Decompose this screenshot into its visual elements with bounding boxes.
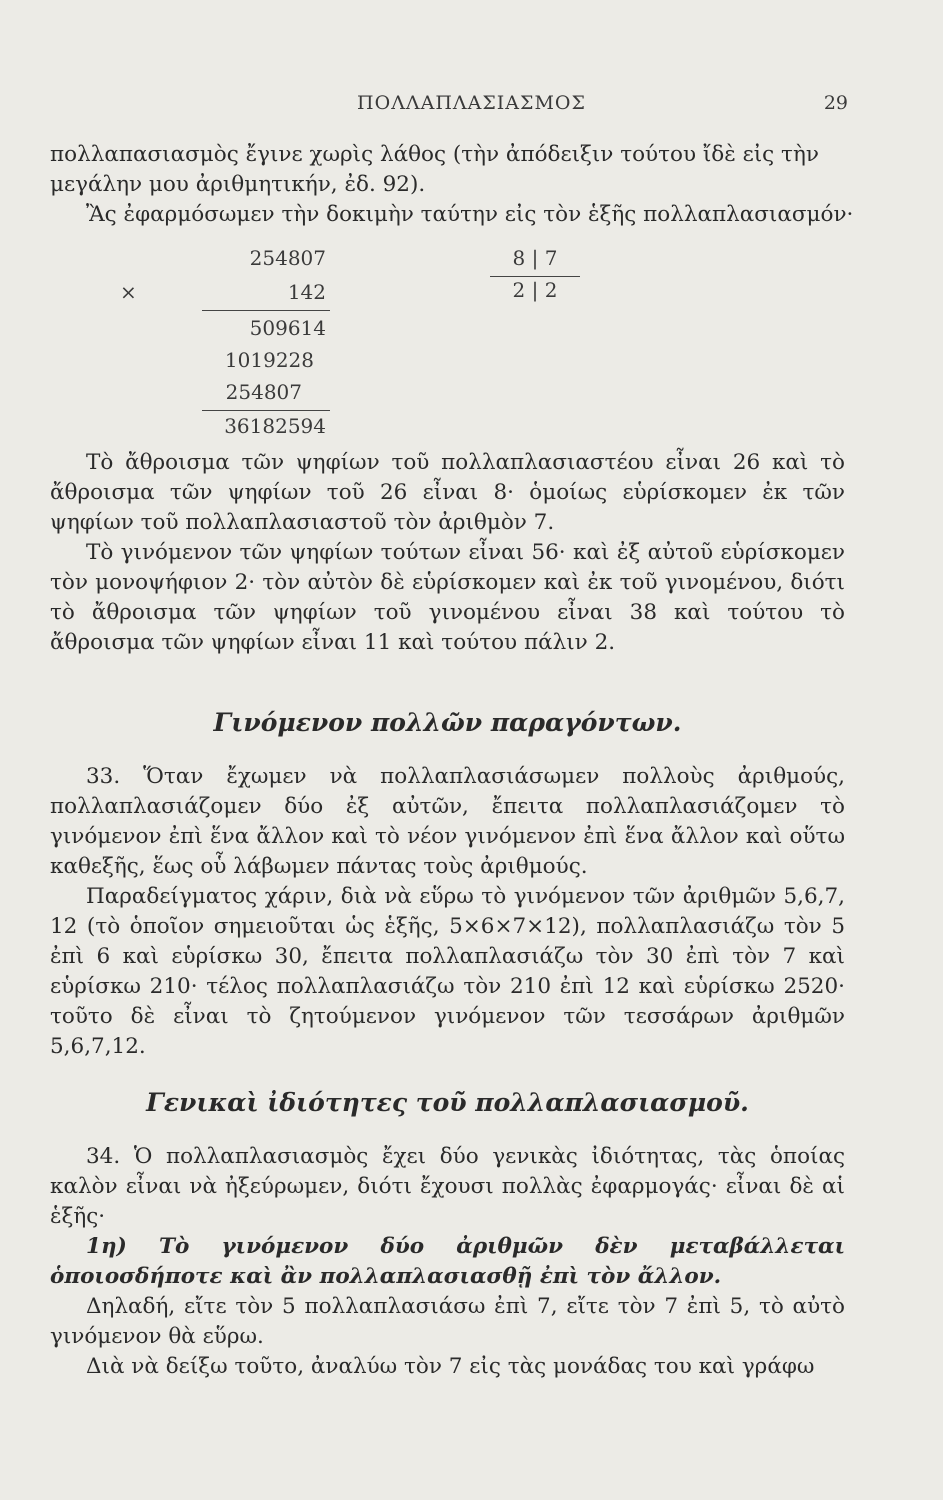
intro-block [50,140,854,230]
check-rule [490,276,580,277]
paragraph-digit-sums: Τὸ ἄθροισμα τῶν ψηφίων τοῦ πολλαπλασιαστέου εἶναι 26 καὶ τὸ ἄθροισμα τῶν ψηφίων τοῦ 26 εἶναι 8· ὁμοίως εὑρίσκομεν ἐκ τῶν ψηφίων τοῦ πολλαπλασιαστοῦ τὸν ἀριθμὸν 7. [50,450,845,535]
multiplication-calculation [120,240,330,440]
paragraph-product-check: Τὸ γινόμενον τῶν ψηφίων τούτων εἶναι 56· καὶ ἐξ αὐτοῦ εὑρίσκομεν τὸν μονοψήφιον 2· τὸν αὐτὸν δὲ εὑρίσκομεν καὶ ἐκ τοῦ γινομένου, διότι τὸ ἄθροισμα τῶν ψηφίων τοῦ γινομένου εἶναι 38 καὶ τούτου τὸ ἄθροισμα τῶν ψηφίων εἶναι 11 καὶ τούτου πάλιν 2. [50,540,845,655]
rule-1-statement: 1η) Τὸ γινόμενον δύο ἀριθμῶν δὲν μεταβάλλεται ὁποιοσδήποτε καὶ ἂν πολλαπλασιασθῇ ἐπὶ τὸν ἄλλον. [50,1234,845,1289]
paragraph-34: 34. Ὁ πολλαπλασιασμὸς ἔχει δύο γενικὰς ἰδιότητας, τὰς ὁποίας καλὸν εἶναι νὰ ἠξεύρωμεν, διότι ἔχουσι πολλὰς ἐφαρμογάς· εἶναι δὲ αἱ ἑξῆς· [50,1144,845,1229]
digit-check [490,246,580,306]
partial-product-3: 254807 [225,380,302,404]
multiply-sign: × [120,280,137,304]
intro-line-1: πολλαπασιασμὸς ἔγινε χωρὶς λάθος (τὴν ἀπόδειξιν τούτου ἴδὲ εἰς τὴν [50,142,819,167]
rule-1 [202,310,330,311]
section1-block [50,762,845,1062]
body-block [50,448,845,658]
paragraph-33: 33. Ὅταν ἔχωμεν νὰ πολλαπλασιάσωμεν πολλοὺς ἀριθμούς, πολλαπλασιάζομεν δύο ἐξ αὐτῶν, ἔπειτα πολλαπλασιάζομεν τὸ γινόμενον ἐπὶ ἕνα ἄλλον καὶ τὸ νέον γινόμενον ἐπὶ ἕνα ἄλλον καὶ οὕτω καθεξῆς, ἕως οὗ λάβωμεν πάντας τοὺς ἀριθμούς. [50,764,845,879]
paragraph-namely: Δηλαδή, εἴτε τὸν 5 πολλαπλασιάσω ἐπὶ 7, εἴτε τὸν 7 ἐπὶ 5, τὸ αὐτὸ γινόμενον θὰ εὕρω. [50,1294,845,1349]
check-top: 8 | 7 [512,246,558,270]
partial-product-1: 509614 [249,316,326,340]
page-number: 29 [823,92,848,114]
page-header [0,92,943,122]
check-bottom: 2 | 2 [512,278,558,302]
rule-2 [202,410,330,411]
section-heading-many-factors: Γινόμενον πολλῶν παραγόντων. [213,708,682,737]
section-heading-general-properties: Γενικαὶ ἰδιότητες τοῦ πολλαπλασιασμοῦ. [146,1088,749,1117]
paragraph-example: Παραδείγματος χάριν, διὰ νὰ εὕρω τὸ γινόμενον τῶν ἀριθμῶν 5,6,7, 12 (τὸ ὁποῖον σημειοῦται ὡς ἑξῆς, 5×6×7×12), πολλαπλασιάζω τὸν 5 ἐπὶ 6 καὶ εὑρίσκω 30, ἔπειτα πολλαπλασιάζω τὸν 30 ἐπὶ τὸν 7 καὶ εὑρίσκω 210· τέλος πολλαπλασιάζω τὸν 210 ἐπὶ 12 καὶ εὑρίσκω 2520· τοῦτο δὲ εἶναι τὸ ζητούμενον γινόμενον τῶν τεσσάρων ἀριθμῶν 5,6,7,12. [50,884,845,1059]
partial-product-2: 1019228 [224,348,314,372]
section2-block [50,1142,845,1382]
running-title: ΠΟΛΛΑΠΛΑΣΙΑΣΜΟΣ [357,92,586,114]
multiplier: 142 [287,280,326,304]
paragraph-to-show: Διὰ νὰ δείξω τοῦτο, ἀναλύω τὸν 7 εἰς τὰς μονάδας του καὶ γράφω [86,1354,815,1379]
multiplicand: 254807 [249,246,326,270]
intro-paragraph: Ἂς ἐφαρμόσωμεν τὴν δοκιμὴν ταύτην εἰς τὸν ἑξῆς πολλαπλασιασμόν· [86,202,854,227]
product: 36182594 [224,414,326,438]
intro-line-2: μεγάλην μου ἀριθμητικήν, ἐδ. 92). [50,172,426,197]
